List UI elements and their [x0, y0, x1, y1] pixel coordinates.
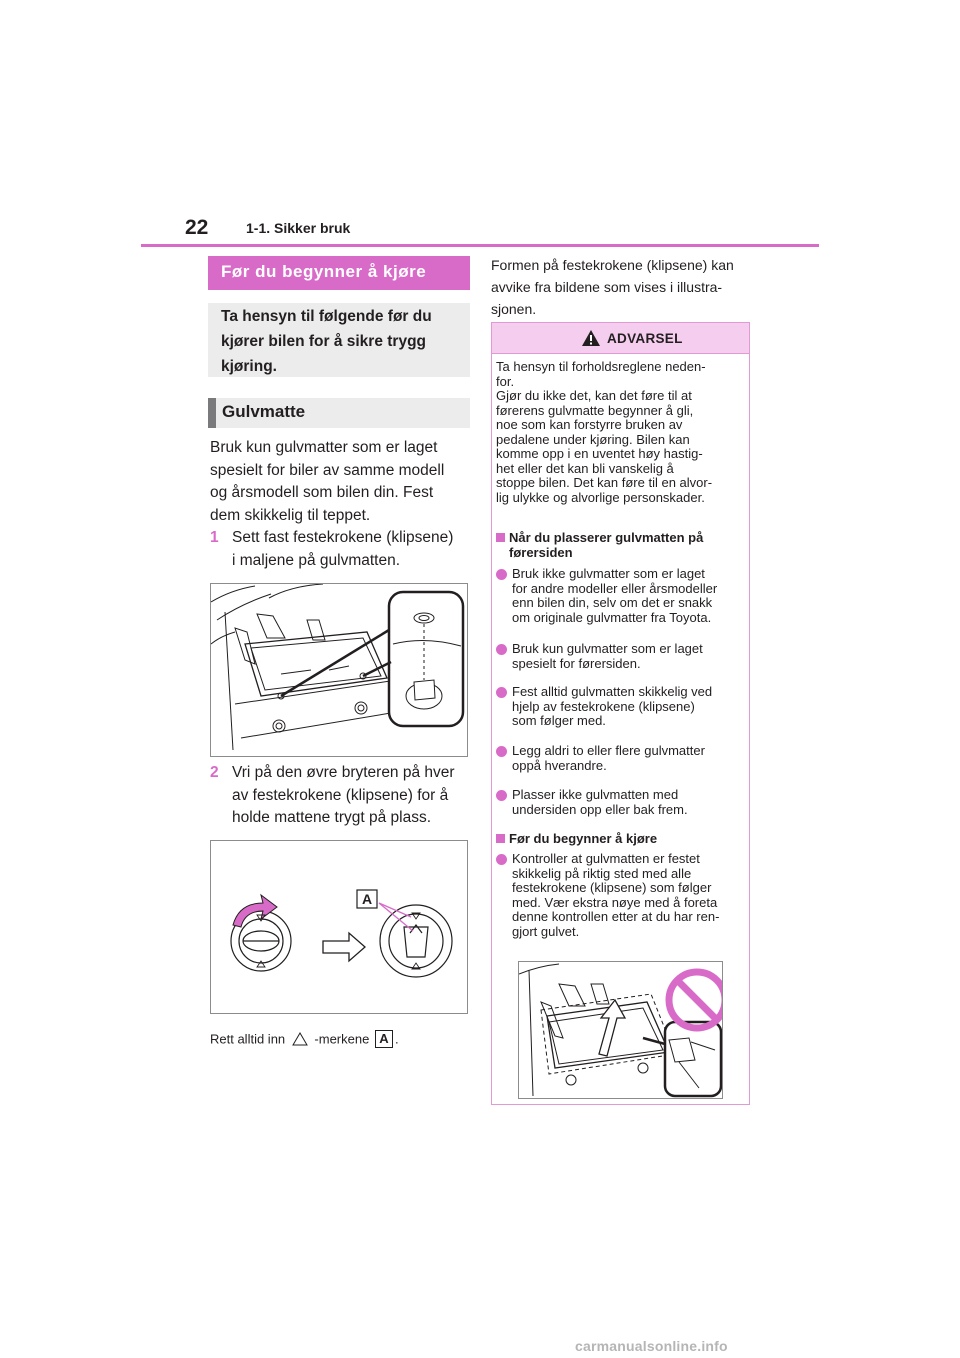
bullet-line: gjort gulvet.	[512, 923, 580, 939]
intro-line: kjøring.	[221, 358, 277, 375]
warning-line: Ta hensyn til forholdsreglene neden-	[496, 359, 706, 374]
figure-label-a: A	[361, 891, 373, 907]
bullet-line: Legg aldri to eller flere gulvmatter	[512, 743, 705, 758]
rotate-hook-illustration	[211, 841, 468, 1014]
bullet-line: med. Vær ekstra nøye med å foreta	[512, 894, 718, 910]
figure-rotate-hook	[210, 840, 468, 1014]
warning-line: lig ulykke og alvorlige personskader.	[496, 489, 705, 505]
warning-header	[492, 323, 749, 354]
note-line: avvike fra bildene som vises i illustra-	[491, 279, 723, 295]
body-paragraph	[210, 437, 472, 527]
page-number: 22	[185, 216, 209, 239]
bullet-line: om originale gulvmatter fra Toyota.	[512, 609, 712, 625]
heading-line: Når du plasserer gulvmatten på	[509, 530, 704, 545]
caption-text: -merkene	[314, 1031, 370, 1047]
chapter-title: 1-1. Sikker bruk	[246, 220, 351, 236]
warning-line: pedalene under kjøring. Bilen kan	[496, 431, 690, 447]
warning-bullet	[496, 852, 746, 939]
intro-line: kjører bilen for å sikre trygg	[221, 333, 427, 350]
note-line: sjonen.	[491, 301, 537, 317]
warning-line: Gjør du ikke det, kan det føre til at	[496, 388, 692, 403]
heading-line: førersiden	[509, 544, 573, 560]
step-number: 2	[210, 764, 219, 781]
step-line: av festekrokene (klipsene) for å	[232, 786, 449, 804]
warning-intro	[496, 360, 746, 505]
triangle-mark-icon	[291, 1031, 309, 1047]
bullet-line: oppå hverandre.	[512, 757, 607, 773]
warning-triangle-icon	[581, 329, 601, 347]
warning-line: førerens gulvmatte begynner å gli,	[496, 402, 694, 418]
warning-bullet	[496, 788, 746, 817]
heading-line: Før du begynner å kjøre	[509, 831, 658, 846]
paragraph-line: Bruk kun gulvmatter som er laget	[210, 439, 438, 456]
warning-bullet	[496, 567, 746, 625]
warning-box	[491, 322, 750, 1105]
bullet-line: undersiden opp eller bak frem.	[512, 801, 688, 817]
figure-floor-mat	[210, 583, 468, 757]
bullet-line: Kontroller at gulvmatten er festet	[512, 851, 700, 866]
step-line: Sett fast festekrokene (klipsene)	[232, 529, 454, 546]
bullet-line: Fest alltid gulvmatten skikkelig ved	[512, 684, 713, 699]
warning-line: het eller det kan bli vanskelig å	[496, 460, 674, 476]
subsection-banner: Gulvmatte	[208, 398, 470, 428]
watermark: carmanualsonline.info	[575, 1338, 728, 1354]
bullet-line: for andre modeller eller årsmodeller	[512, 580, 718, 596]
warning-heading	[496, 832, 746, 847]
bullet-line: skikkelig på riktig sted med alle	[512, 865, 692, 881]
section-banner: Før du begynner å kjøre	[208, 256, 470, 290]
bullet-line: som følger med.	[512, 713, 606, 728]
step-2	[210, 762, 472, 830]
paragraph-line: og årsmodell som bilen din. Fest	[210, 484, 434, 501]
caption-end: .	[394, 1031, 399, 1047]
intro-line: Ta hensyn til følgende før du	[221, 308, 432, 325]
bullet-line: Plasser ikke gulvmatten med	[512, 787, 679, 802]
warning-heading	[496, 531, 746, 560]
warning-line: noe som kan forstyrre bruken av	[496, 417, 683, 432]
warning-bullet	[496, 744, 746, 773]
step-line: i maljene på gulvmatten.	[232, 551, 401, 569]
bullet-line: Bruk kun gulvmatter som er laget	[512, 641, 703, 656]
step-line: holde mattene trygt på plass.	[232, 809, 432, 826]
bullet-line: hjelp av festekrokene (klipsene)	[512, 698, 695, 714]
step-line: Vri på den øvre bryteren på hver	[232, 764, 455, 781]
right-note	[491, 254, 761, 320]
figure-caption	[210, 1030, 399, 1048]
bullet-line: festekrokene (klipsene) som følger	[512, 880, 712, 895]
warning-bullet	[496, 685, 746, 729]
paragraph-line: dem skikkelig til teppet.	[210, 506, 371, 524]
rotate-arrow-icon	[233, 895, 277, 927]
figure-prohibited	[518, 961, 723, 1099]
warning-bullet	[496, 642, 746, 671]
header-rule	[141, 244, 819, 247]
caption-label-a: A	[375, 1030, 393, 1048]
step-number: 1	[210, 529, 219, 546]
caption-text: Rett alltid inn	[210, 1031, 286, 1047]
note-line: Formen på festekrokene (klipsene) kan	[491, 257, 734, 273]
bullet-line: spesielt for førersiden.	[512, 655, 641, 671]
prohibited-mat-illustration	[519, 962, 723, 1099]
warning-title: ADVARSEL	[607, 331, 683, 346]
bullet-line: denne kontrollen etter at du har ren-	[512, 909, 720, 924]
bullet-line: enn bilen din, selv om det er snakk	[512, 595, 713, 610]
step-1	[210, 527, 472, 572]
floor-mat-illustration	[211, 584, 468, 757]
paragraph-line: spesielt for biler av samme modell	[210, 461, 445, 479]
bullet-line: Bruk ikke gulvmatter som er laget	[512, 566, 705, 581]
intro-box	[208, 303, 470, 377]
warning-line: komme opp i en uventet høy hastig-	[496, 446, 703, 461]
next-arrow-icon	[323, 933, 365, 961]
warning-line: stoppe bilen. Det kan føre til en alvor-	[496, 475, 713, 490]
warning-line: for.	[496, 373, 515, 389]
